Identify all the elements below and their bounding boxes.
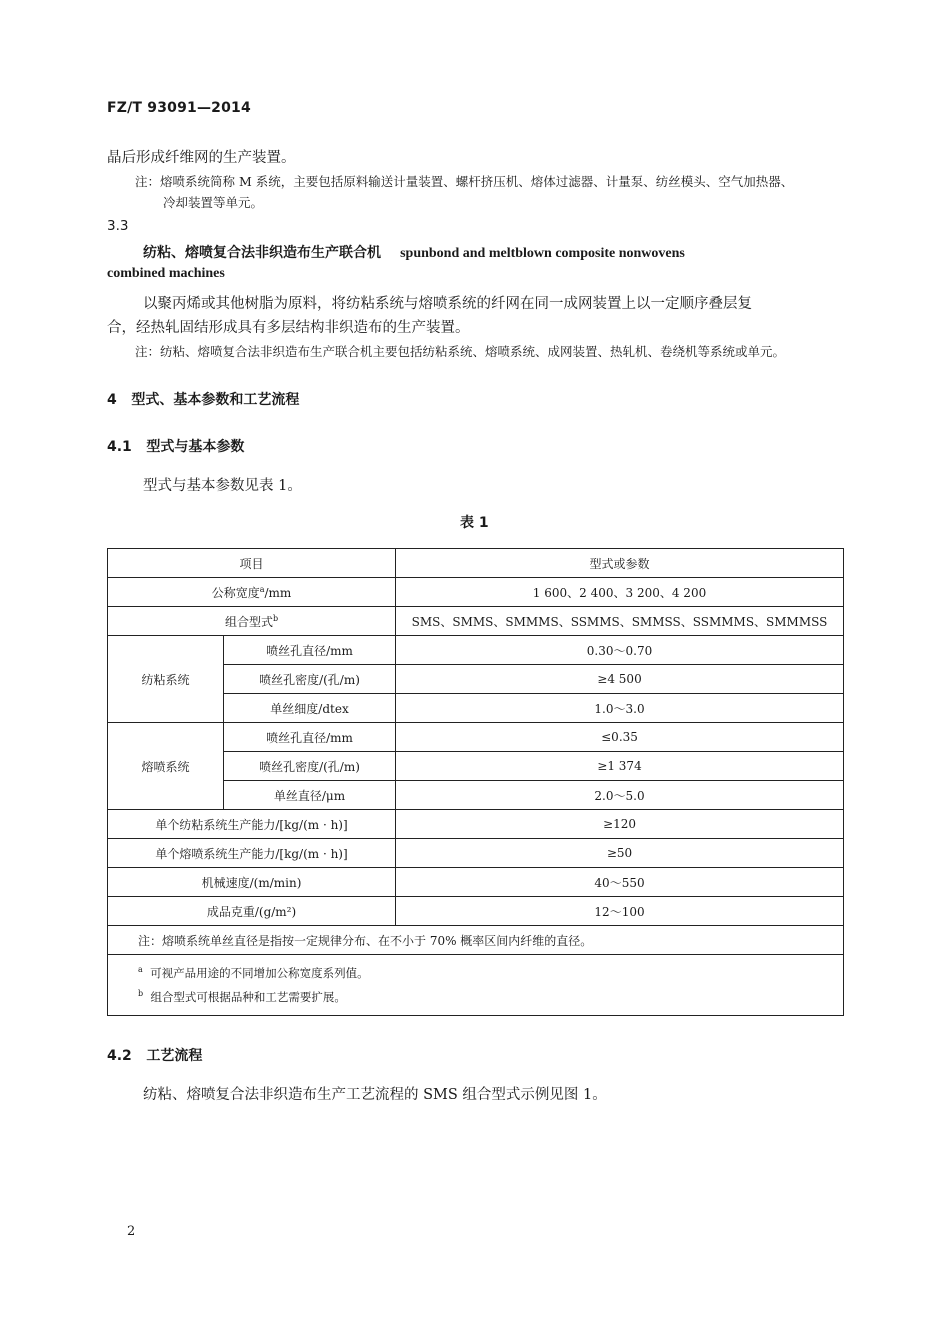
term-chinese: 纺粘、熔喷复合法非织造布生产联合机 xyxy=(143,245,381,261)
mechanical-speed-value: 40～550 xyxy=(396,868,844,897)
footnote-b: $^b$ 组合型式可根据品种和工艺需要扩展。 xyxy=(108,985,844,1016)
table-row xyxy=(108,810,844,839)
table-row xyxy=(108,868,844,897)
table-header-row xyxy=(108,549,844,578)
meltblown-filament-diameter-value: 2.0～5.0 xyxy=(396,781,844,810)
section-4-heading: 4 型式、基本参数和工艺流程 xyxy=(107,392,300,408)
mechanical-speed-label: 机械速度/(m/min) xyxy=(108,868,396,897)
spunbond-filament-fineness-value: 1.0～3.0 xyxy=(396,694,844,723)
product-weight-label: 成品克重/(g/m²) xyxy=(108,897,396,926)
nominal-width-value: 1 600、2 400、3 200、4 200 xyxy=(396,578,844,607)
nominal-width-label: 公称宽度$^a$/mm xyxy=(108,578,396,607)
section-4-1-paragraph: 型式与基本参数见表 1。 xyxy=(143,478,302,494)
table-note-row xyxy=(108,926,844,955)
meltblown-capacity-value: ≥50 xyxy=(396,839,844,868)
spunbond-group-label: 纺粘系统 xyxy=(108,636,224,723)
term-english-line1: spunbond and meltblown composite nonwovens xyxy=(400,246,685,261)
table-title: 表 1 xyxy=(460,515,489,531)
table-row xyxy=(108,578,844,607)
product-weight-value: 12～100 xyxy=(396,897,844,926)
page-number: 2 xyxy=(127,1224,136,1239)
section-4-1-heading: 4.1 型式与基本参数 xyxy=(107,439,245,455)
header-value: 型式或参数 xyxy=(396,549,844,578)
term-heading xyxy=(143,242,685,262)
spunbond-hole-density-value: ≥4 500 xyxy=(396,665,844,694)
section-4-2-paragraph: 纺粘、熔喷复合法非织造布生产工艺流程的 SMS 组合型式示例见图 1。 xyxy=(143,1087,607,1103)
section-4-2-heading: 4.2 工艺流程 xyxy=(107,1048,203,1064)
definition-line1: 以聚丙烯或其他树脂为原料，将纺粘系统与熔喷系统的纤网在同一成网装置上以一定顺序叠层复 xyxy=(143,296,752,312)
table-note: 注：熔喷系统单丝直径是指按一定规律分布、在不小于 70% 概率区间内纤维的直径。 xyxy=(108,926,844,955)
footnote-a: $^a$ 可视产品用途的不同增加公称宽度系列值。 xyxy=(108,955,844,986)
meltblown-hole-diameter-value: ≤0.35 xyxy=(396,723,844,752)
combination-type-value: SMS、SMMS、SMMMS、SSMMS、SMMSS、SSMMMS、SMMMSS xyxy=(396,607,844,636)
note-m-system-line2: 冷却装置等单元。 xyxy=(163,195,264,210)
table-row xyxy=(108,839,844,868)
meltblown-group-label: 熔喷系统 xyxy=(108,723,224,810)
table-row xyxy=(108,897,844,926)
clause-number-3-3: 3.3 xyxy=(107,218,129,234)
table-footnote-row xyxy=(108,985,844,1016)
paragraph-continuation: 晶后形成纤维网的生产装置。 xyxy=(107,150,296,166)
meltblown-capacity-label: 单个熔喷系统生产能力/[kg/(m · h)] xyxy=(108,839,396,868)
note-m-system-line1: 注：熔喷系统简称 M 系统，主要包括原料输送计量装置、螺杆挤压机、熔体过滤器、计量泵、纺丝模头、空气加热器、 xyxy=(135,174,794,189)
meltblown-hole-density-value: ≥1 374 xyxy=(396,752,844,781)
footnote-marker-a: a xyxy=(259,584,265,594)
doc-code-header: FZ/T 93091—2014 xyxy=(107,100,251,116)
spunbond-capacity-label: 单个纺粘系统生产能力/[kg/(m · h)] xyxy=(108,810,396,839)
spunbond-hole-diameter-label: 喷丝孔直径/mm xyxy=(224,636,396,665)
table-footnote-row xyxy=(108,955,844,986)
parameters-table xyxy=(107,548,844,1016)
table-row xyxy=(108,607,844,636)
meltblown-hole-diameter-label: 喷丝孔直径/mm xyxy=(224,723,396,752)
note-3-3: 注：纺粘、熔喷复合法非织造布生产联合机主要包括纺粘系统、熔喷系统、成网装置、热轧机、卷绕机等系统或单元。 xyxy=(135,344,786,359)
meltblown-hole-density-label: 喷丝孔密度/(孔/m) xyxy=(224,752,396,781)
header-item: 项目 xyxy=(108,549,396,578)
spunbond-hole-diameter-value: 0.30～0.70 xyxy=(396,636,844,665)
term-english-line2: combined machines xyxy=(107,266,225,281)
spunbond-capacity-value: ≥120 xyxy=(396,810,844,839)
table-row xyxy=(108,636,844,665)
spunbond-filament-fineness-label: 单丝细度/dtex xyxy=(224,694,396,723)
footnote-marker-b: b xyxy=(272,613,279,623)
definition-line2: 合，经热轧固结形成具有多层结构非织造布的生产装置。 xyxy=(107,320,470,336)
combination-type-label: 组合型式$^b$ xyxy=(108,607,396,636)
meltblown-filament-diameter-label: 单丝直径/μm xyxy=(224,781,396,810)
table-row xyxy=(108,723,844,752)
spunbond-hole-density-label: 喷丝孔密度/(孔/m) xyxy=(224,665,396,694)
